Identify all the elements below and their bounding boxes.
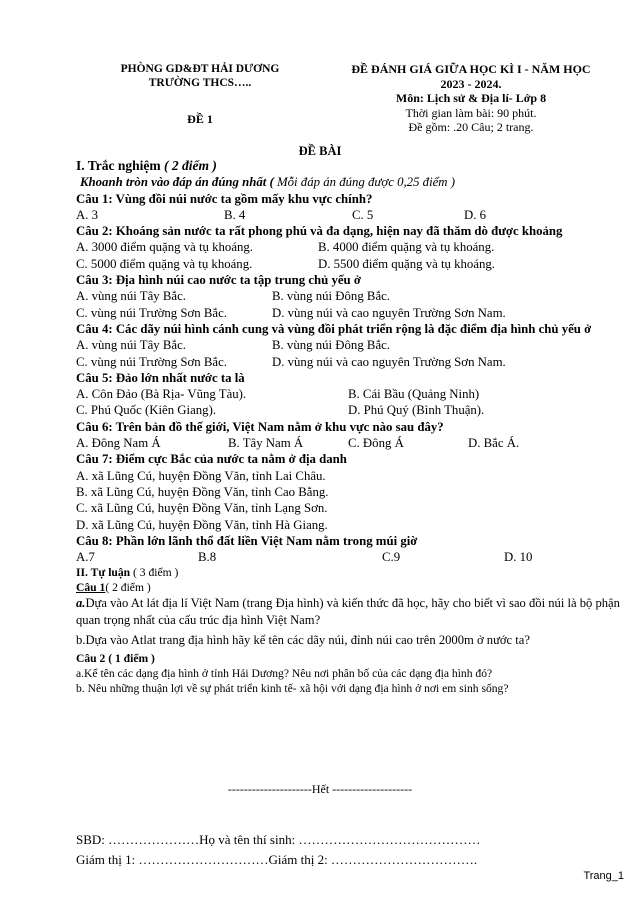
question-8: Câu 8: Phần lớn lãnh thổ đất liền Việt Nam nằm trong múi giờ [76, 533, 418, 548]
option: A. Đông Nam Á [76, 436, 161, 451]
question-5-options-row1 [76, 386, 624, 402]
time-line: Thời gian làm bài: 90 phút. [405, 105, 537, 120]
option: D. 6 [464, 207, 487, 222]
candidate-line: SBD: …………………Họ và tên thí sinh: …………………………………… [76, 832, 481, 847]
question-5-options-row2 [76, 402, 624, 418]
option: A. 3 [76, 207, 99, 222]
essay-question-2-heading: Câu 2 ( 1 điểm ) [76, 651, 155, 665]
question-4: Câu 4: Các dãy núi hình cánh cung và vùng đồi phát triển rộng là đặc điểm địa hình chủ yếu ở [76, 321, 592, 336]
part1-points: ( 2 điểm ) [164, 158, 217, 173]
exam-title-line1: ĐỀ ĐÁNH GIÁ GIỮA HỌC KÌ I - NĂM HỌC [351, 62, 591, 76]
option: B. vùng núi Đông Bắc. [272, 289, 391, 304]
option: B. Cái Bầu (Quảng Ninh) [348, 387, 480, 402]
option: B. Tây Nam Á [228, 436, 304, 451]
question-4-options-row1 [76, 337, 624, 353]
option: D. 5500 điểm quặng và tụ khoáng. [318, 256, 495, 271]
question-7: Câu 7: Điểm cực Bắc của nước ta nằm ở địa danh [76, 452, 347, 467]
option: A. xã Lũng Cú, huyện Đồng Văn, tỉnh Lai Châu. [76, 468, 326, 483]
subject-line: Môn: Lịch sử & Địa lí- Lớp 8 [395, 91, 547, 105]
question-2-options-row2 [76, 256, 624, 272]
exam-body [76, 158, 624, 696]
page-number: Trang_1 [583, 870, 624, 882]
essay-question-1a: a.Dựa vào At lát địa lí Việt Nam (trang Địa hình) và kiến thức đã học, hãy cho biết vì sao đồi núi là bộ phận quan trọng nhất của cấu trúc địa hình Việt Nam? [76, 596, 620, 627]
school-name: TRƯỜNG THCS….. [148, 77, 252, 89]
exam-title-line2: 2023 - 2024. [440, 76, 502, 91]
option: D. Bắc Á. [468, 436, 520, 451]
part1-instruction-note: Mỗi đáp án đúng được 0,25 điểm ) [273, 175, 456, 190]
option: A. vùng núi Tây Bắc. [76, 289, 186, 304]
option: C. Phú Quốc (Kiên Giang). [76, 403, 217, 418]
question-3: Câu 3: Địa hình núi cao nước ta tập trung chủ yếu ở [76, 273, 361, 288]
pages-line: Đề gồm: .20 Câu; 2 trang. [408, 120, 534, 134]
option: D. xã Lũng Cú, huyện Đồng Văn, tỉnh Hà Giang. [76, 517, 328, 532]
question-5: Câu 5: Đảo lớn nhất nước ta là [76, 370, 245, 385]
option: C. 5 [352, 207, 374, 222]
option: B. vùng núi Đông Bắc. [272, 338, 391, 353]
candidate-info [76, 830, 480, 870]
question-3-options-row2 [76, 305, 624, 321]
option: B. xã Lũng Cú, huyện Đồng Văn, tỉnh Cao Bằng. [76, 484, 329, 499]
question-2: Câu 2: Khoáng sản nước ta rất phong phú và đa dạng, hiện nay đã thăm dò được khoảng [76, 224, 563, 239]
option: A. vùng núi Tây Bắc. [76, 338, 186, 353]
option: A. 3000 điểm quặng và tụ khoáng. [76, 240, 253, 255]
option: C. Đông Á [348, 436, 404, 451]
essay-question-2a: a.Kể tên các dạng địa hình ở tỉnh Hải Dương? Nêu nơi phân bố của các dạng địa hình đó? [76, 666, 493, 680]
question-2-options-row1 [76, 239, 624, 255]
essay-question-2b: b. Nêu những thuận lợi về sự phát triển kinh tế- xã hội với dạng địa hình ở nơi em sinh sống? [76, 681, 509, 695]
proctor-line: Giám thị 1: …………………………Giám thị 2: ……………………………. [76, 852, 478, 867]
option: C. xã Lũng Cú, huyện Đồng Văn, tỉnh Lạng Sơn. [76, 501, 328, 516]
part1-heading: I. Trắc nghiệm ( 2 điểm ) [76, 158, 217, 173]
essay-question-1-heading: Câu 1( 2 điểm ) [76, 581, 151, 595]
option: A. Côn Đảo (Bà Rịa- Vũng Tàu). [76, 387, 247, 402]
essay-question-1b: b.Dựa vào Atlat trang địa hình hãy kể tên các dãy núi, đỉnh núi cao trên 2000m ở nước ta? [76, 633, 530, 648]
option: B.8 [198, 550, 217, 565]
school-header [90, 62, 310, 126]
option: C. vùng núi Trường Sơn Bắc. [76, 305, 227, 320]
option: C. vùng núi Trường Sơn Bắc. [76, 354, 227, 369]
option: B. 4 [224, 207, 246, 222]
question-4-options-row2 [76, 354, 624, 370]
exam-header [322, 62, 620, 135]
option: A.7 [76, 550, 95, 565]
option: D. vùng núi và cao nguyên Trường Sơn Nam. [272, 354, 506, 369]
part2-heading: II. Tự luận ( 3 điểm ) [76, 566, 179, 580]
department-name: PHÒNG GD&ĐT HẢI DƯƠNG [120, 63, 280, 75]
end-marker: ---------------------Hết -------------------- [227, 782, 413, 796]
option: B. 4000 điểm quặng và tụ khoáng. [318, 240, 495, 255]
option: D. 10 [504, 550, 533, 565]
question-1-options [76, 207, 624, 223]
page-title: ĐỀ BÀI [298, 144, 342, 158]
part1-instruction: Khoanh tròn vào đáp án đúng nhất ( Mỗi đáp án đúng được 0,25 điểm ) [80, 175, 456, 190]
question-8-options [76, 549, 624, 565]
option: C.9 [382, 550, 401, 565]
exam-code: ĐỀ 1 [187, 112, 213, 126]
question-6: Câu 6: Trên bản đồ thế giới, Việt Nam nằm ở khu vực nào sau đây? [76, 419, 444, 434]
option: C. 5000 điểm quặng và tụ khoáng. [76, 256, 253, 271]
option: D. Phú Quý (Bình Thuận). [348, 403, 485, 418]
question-1: Câu 1: Vùng đồi núi nước ta gồm mấy khu vực chính? [76, 191, 373, 206]
question-6-options [76, 435, 624, 451]
option: D. vùng núi và cao nguyên Trường Sơn Nam. [272, 305, 506, 320]
question-3-options-row1 [76, 288, 624, 304]
